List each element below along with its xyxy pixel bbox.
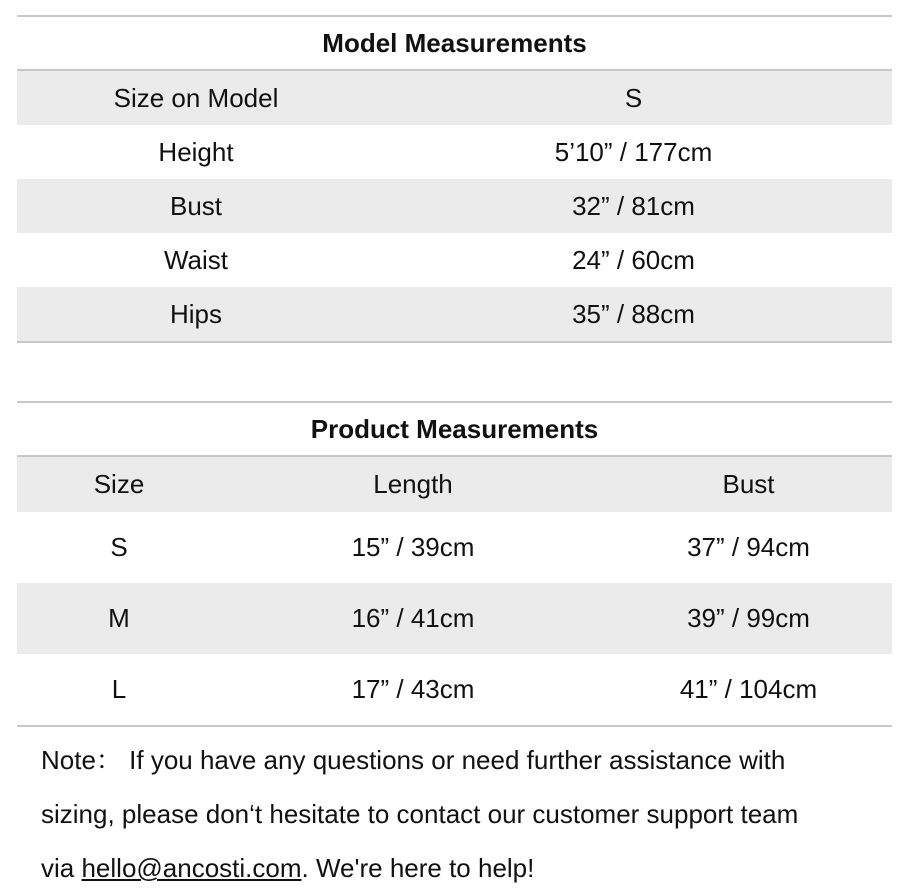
- row-value: 24” / 60cm: [572, 244, 695, 275]
- model-measurements-title: Model Measurements: [322, 27, 587, 58]
- table-row: [17, 654, 892, 725]
- table-row: [17, 583, 892, 654]
- note-line-3-suffix: . We're here to help!: [301, 853, 535, 883]
- size-cell: M: [108, 603, 130, 633]
- row-value: 5’10” / 177cm: [554, 136, 713, 167]
- table-bottom-rule: [17, 341, 892, 343]
- bust-cell: 37” / 94cm: [687, 532, 810, 562]
- length-cell: 16” / 41cm: [351, 603, 475, 633]
- length-cell: 17” / 43cm: [351, 674, 475, 704]
- note-line-2: sizing, please don‘t hesitate to contact our customer support team: [41, 799, 799, 829]
- note-line-1: Note： If you have any questions or need further assistance with: [41, 745, 786, 775]
- row-value: 32” / 81cm: [572, 190, 695, 221]
- column-header-row: [17, 457, 892, 512]
- table-bottom-rule: [17, 725, 892, 727]
- note-line-3: [41, 841, 891, 895]
- row-label: Waist: [163, 244, 229, 275]
- bust-cell: 41” / 104cm: [679, 674, 818, 704]
- column-header-bust: Bust: [722, 469, 775, 499]
- model-measurements-table: [17, 15, 892, 343]
- row-label: Size on Model: [113, 82, 279, 113]
- product-measurements-table: [17, 401, 892, 727]
- column-header-size: Size: [93, 469, 145, 499]
- size-cell: L: [111, 674, 127, 704]
- bust-cell: 39” / 99cm: [687, 603, 810, 633]
- row-label: Height: [158, 136, 234, 167]
- product-measurements-title: Product Measurements: [310, 413, 599, 444]
- size-cell: S: [110, 532, 128, 562]
- row-value: S: [624, 82, 643, 113]
- table-row: [17, 512, 892, 583]
- table-row: [17, 71, 892, 125]
- column-header-length: Length: [373, 469, 453, 499]
- table-row: [17, 125, 892, 179]
- length-cell: 15” / 39cm: [351, 532, 475, 562]
- table-row: [17, 287, 892, 341]
- row-value: 35” / 88cm: [572, 298, 695, 329]
- support-note: [41, 733, 891, 895]
- row-label: Bust: [169, 190, 223, 221]
- support-email-link[interactable]: hello@ancosti.com: [81, 853, 302, 883]
- row-label: Hips: [169, 298, 222, 329]
- note-line-3-prefix: via: [41, 853, 82, 883]
- table-row: [17, 179, 892, 233]
- table-row: [17, 233, 892, 287]
